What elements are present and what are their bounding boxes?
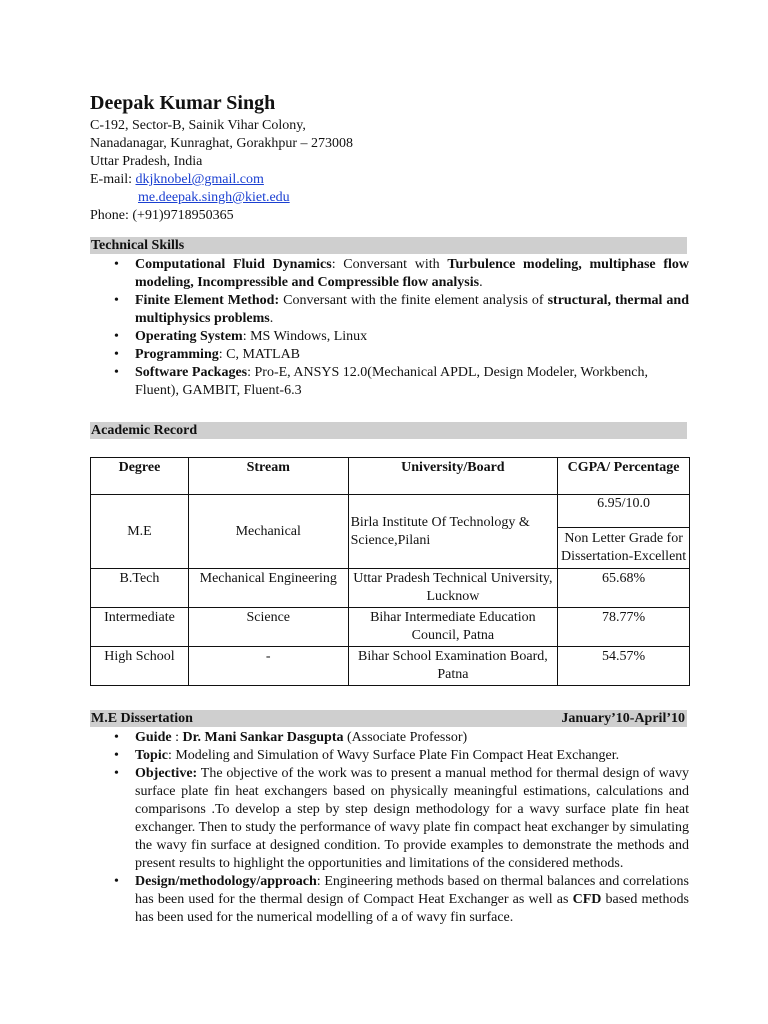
cell-grade: 78.77% (558, 608, 690, 647)
dissertation-list (90, 729, 689, 927)
section-title: M.E Dissertation (91, 711, 193, 726)
list-item: • Objective: The objective of the work was to present a manual method for thermal design of wavy surface plate fin heat exchangers based on physically meaningful estimations, calculations and comparisons .To develop a step by step design methodology for a wavy surface plate fin heat exchanger. Then to study the performance of wavy plate fin compact heat exchanger by simulating the wavy fin surface at designed condition. To provide examples to demonstrate the methods and present results to highlight the opportunities and limitations of the considered methods. (114, 766, 689, 871)
email-link-primary[interactable]: dkjknobel@gmail.com (135, 172, 264, 187)
table-row (91, 647, 690, 686)
address-line-2: Nanadanagar, Kunraghat, Gorakhpur – 273008 (90, 136, 354, 151)
bullet-icon: • (114, 329, 119, 344)
cell-grade: 65.68% (558, 569, 690, 608)
cell-university: Bihar School Examination Board, Patna (348, 647, 558, 686)
cell-stream: - (188, 647, 348, 686)
section-technical-skills (90, 237, 687, 254)
grade-note: Non Letter Grade for Dissertation-Excellent (561, 531, 687, 564)
bullet-icon: • (114, 293, 119, 308)
bullet-icon: • (114, 766, 119, 781)
cell-university: Uttar Pradesh Technical University, Lucknow (348, 569, 558, 608)
cell-stream: Mechanical Engineering (188, 569, 348, 608)
cell-degree: M.E (91, 495, 189, 569)
table-row (91, 495, 690, 569)
column-header: Stream (188, 458, 348, 495)
table-header-row (91, 458, 690, 495)
cell-stream: Mechanical (188, 495, 348, 569)
cell-grade (558, 495, 690, 569)
contact-block (90, 117, 353, 225)
bullet-icon: • (114, 365, 119, 380)
candidate-name: Deepak Kumar Singh (90, 92, 276, 114)
bullet-icon: • (114, 730, 119, 745)
list-item: • Computational Fluid Dynamics: Conversant with Turbulence modeling, multiphase flow modeling, Incompressible and Compressible flow analysis. (114, 257, 689, 290)
table-row (91, 608, 690, 647)
cell-grade: 54.57% (558, 647, 690, 686)
email-label: E-mail: (90, 172, 136, 187)
email-link-secondary[interactable]: me.deepak.singh@kiet.edu (138, 190, 290, 205)
section-academic-record (90, 422, 687, 439)
list-item: • Programming: C, MATLAB (114, 347, 301, 362)
column-header: Degree (91, 458, 189, 495)
section-title: Technical Skills (91, 238, 185, 253)
phone-line: Phone: (+91)9718950365 (90, 208, 234, 223)
list-item: • Finite Element Method: Conversant with the finite element analysis of structural, thermal and multiphysics problems. (114, 293, 689, 326)
cell-stream: Science (188, 608, 348, 647)
address-line-3: Uttar Pradesh, India (90, 154, 203, 169)
section-title: Academic Record (91, 423, 198, 438)
cell-university: Bihar Intermediate Education Council, Patna (348, 608, 558, 647)
email-line-secondary (90, 189, 353, 207)
cell-degree: Intermediate (91, 608, 189, 647)
cell-degree: High School (91, 647, 189, 686)
list-item: • Software Packages: Pro-E, ANSYS 12.0(Mechanical APDL, Design Modeler, Workbench, Fluent), GAMBIT, Fluent-6.3 (114, 365, 648, 398)
bullet-icon: • (114, 347, 119, 362)
table-row (91, 569, 690, 608)
cell-university: Birla Institute Of Technology & Science,Pilani (348, 495, 558, 569)
academic-table (90, 457, 690, 686)
list-item: • Topic: Modeling and Simulation of Wavy Surface Plate Fin Compact Heat Exchanger. (114, 748, 620, 763)
column-header: CGPA/ Percentage (558, 458, 690, 495)
cell-degree: B.Tech (91, 569, 189, 608)
column-header: University/Board (348, 458, 558, 495)
dissertation-period: January’10-April’10 (561, 711, 685, 726)
bullet-icon: • (114, 257, 119, 272)
bullet-icon: • (114, 874, 119, 889)
address-line-1: C-192, Sector-B, Sainik Vihar Colony, (90, 118, 306, 133)
list-item: • Operating System: MS Windows, Linux (114, 329, 368, 344)
bullet-icon: • (114, 748, 119, 763)
list-item: • Design/methodology/approach: Engineering methods based on thermal balances and correlations has been used for the thermal design of Compact Heat Exchanger as well as CFD based methods has been used for the numerical modelling of a of wavy fin surface. (114, 874, 689, 925)
grade-value: 6.95/10.0 (558, 495, 689, 528)
list-item: • Guide : Dr. Mani Sankar Dasgupta (Associate Professor) (114, 730, 468, 745)
section-dissertation (90, 710, 687, 727)
email-line (90, 171, 353, 189)
skills-list (90, 256, 689, 400)
